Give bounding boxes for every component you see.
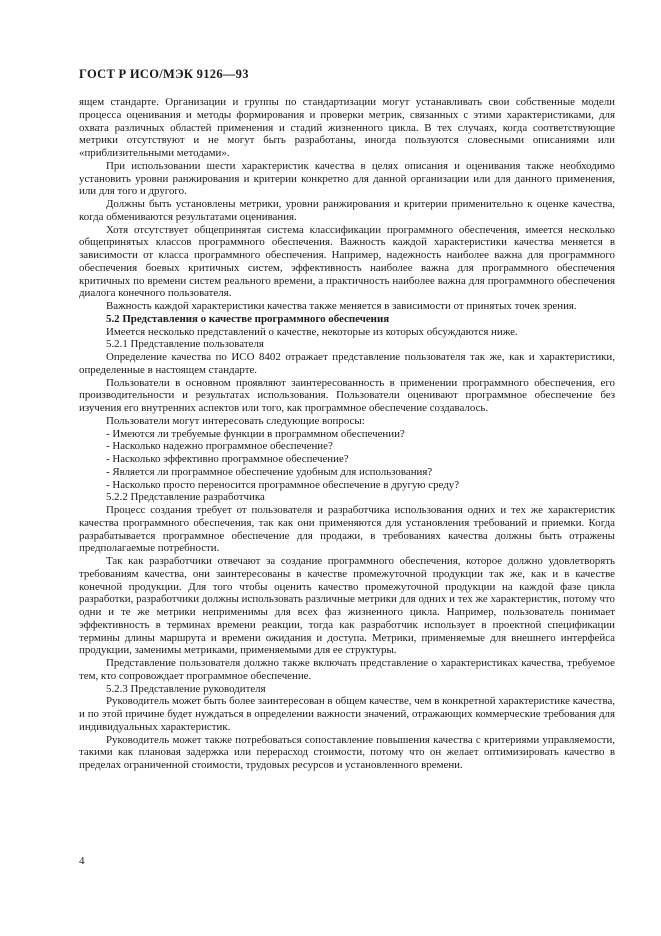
paragraph: Пользователи в основном проявляют заинтересованность в применении программного обеспечения, его производительности и результатах использования. Пользователи оценивают программное обеспечение без изучения его внутренних аспектов или того, как программное обеспечение создавалось. bbox=[79, 376, 615, 414]
list-item: - Насколько просто переносится программное обеспечение в другую среду? bbox=[106, 478, 460, 491]
paragraph: Хотя отсутствует общепринятая система классификации программного обеспечения, имеется несколько общепринятых классов программного обеспечения. Важность каждой характеристики качества меняется в зависимости от класса программного обеспечения. Например, надежность наиболее важна для программного обеспечения боевых критичных систем, эффективность наиболее важна для программного обеспечения критичных по времени систем реального времени, а практичность наиболее важна для программного обеспечения диалога конечного пользователя. bbox=[79, 223, 615, 300]
paragraph: Руководитель может быть более заинтересован в общем качестве, чем в конкретной характеристике качества, и по этой причине будет нуждаться в определении важности значений, отражающих коммерческие требования для индивидуальных характеристик. bbox=[79, 695, 615, 733]
paragraph: Так как разработчики отвечают за создание программного обеспечения, которое должно удовлетворять требованиям качества, они заинтересованы в качестве промежуточной продукции так же, как и в качестве конечной продукции. Для того чтобы оценить качество промежуточной продукции на каждой фазе цикла разработки, разработчики должны использовать различные метрики для одних и тех же характеристик, потому что одни и те же метрики неприменимы для всех фаз жизненного цикла. Например, пользователь понимает эффективность в терминах времени реакции, тогда как разработчик использует в проектной спецификации термины длины маршрута и времени ожидания и доступа. Метрики, применяемые для внешнего интерфейса продукции, заменимы метриками, применяемыми для ее структуры. bbox=[79, 555, 615, 657]
document-body bbox=[79, 96, 615, 772]
paragraph: Должны быть установлены метрики, уровни ранжирования и критерии применительно к оценке качества, когда обмениваются результатами оценивания. bbox=[79, 198, 615, 223]
list-item: - Является ли программное обеспечение удобным для использования? bbox=[106, 465, 433, 478]
standard-header: ГОСТ Р ИСО/МЭК 9126—93 bbox=[79, 67, 249, 81]
list-item: - Насколько надежно программное обеспечение? bbox=[106, 440, 333, 453]
paragraph: Имеется несколько представлений о качестве, некоторые из которых обсуждаются ниже. bbox=[106, 325, 518, 338]
paragraph: При использовании шести характеристик качества в целях описания и оценивания также необходимо установить уровни ранжирования и критерии конкретно для данной организации или для данного применения, или для того и другого. bbox=[79, 159, 615, 198]
paragraph: Определение качества по ИСО 8402 отражает представление пользователя так же, как и характеристики, определенные в настоящем стандарте. bbox=[79, 351, 615, 376]
list-item: - Насколько эффективно программное обеспечение? bbox=[106, 453, 349, 465]
paragraph: ящем стандарте. Организации и группы по стандартизации могут устанавливать свои собственные модели процесса оценивания и методы формирования и проверки метрик, связанных с этими характеристиками, для охвата различных областей применения и стадий жизненного цикла. В тех случаях, когда соответствующие метрики отсутствуют и не могут быть разработаны, иногда пользуются словесными описаниями или «приблизительными методами». bbox=[79, 96, 615, 159]
page-number: 4 bbox=[79, 855, 85, 867]
list-item: - Имеются ли требуемые функции в программном обеспечении? bbox=[106, 427, 405, 440]
section-heading: 5.2 Представления о качестве программного обеспечения bbox=[106, 312, 390, 325]
paragraph: Процесс создания требует от пользователя и разработчика использования одних и тех же характеристик качества программного обеспечения, так как они применяются для установления требований и приемки. Когда разрабатывается программное обеспечение для продажи, в требованиях качества должны быть отражены предполагаемые потребности. bbox=[79, 504, 615, 555]
paragraph: Важность каждой характеристики качества также меняется в зависимости от принятых точек зрения. bbox=[106, 300, 577, 312]
subsection-heading: 5.2.1 Представление пользователя bbox=[106, 338, 264, 351]
paragraph: Пользователи могут интересовать следующие вопросы: bbox=[106, 414, 365, 427]
paragraph: Представление пользователя должно также включать представление о характеристиках качества, требуемое тем, кто сопровождает программное обеспечение. bbox=[79, 657, 615, 682]
paragraph: Руководитель может также потребоваться сопоставление повышения качества с критериями управляемости, такими как плановая задержка или перерасход стоимости, потому что он желает оптимизировать качество в пределах ограниченной стоимости, трудовых ресурсов и установленного времени. bbox=[79, 733, 615, 771]
subsection-heading: 5.2.3 Представление руководителя bbox=[106, 682, 266, 695]
subsection-heading: 5.2.2 Представление разработчика bbox=[106, 491, 265, 504]
